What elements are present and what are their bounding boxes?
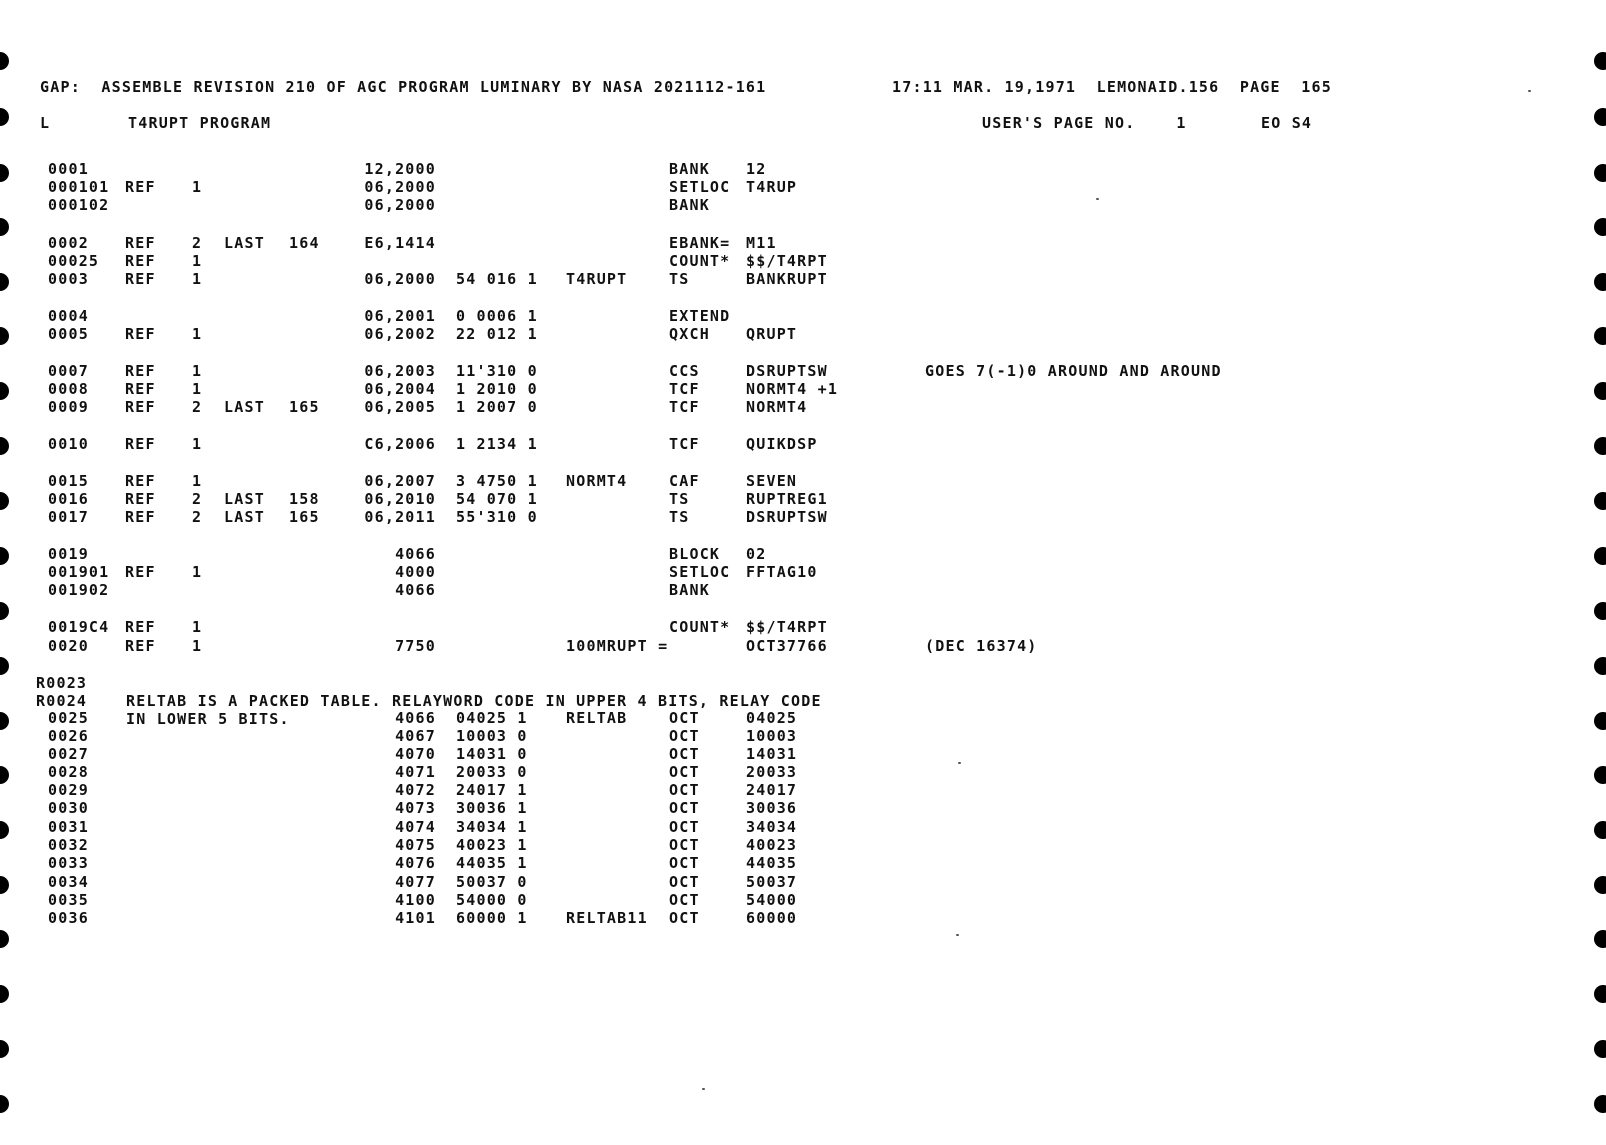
- cell-op: TCF: [669, 380, 700, 398]
- header-assembly-info: GAP: ASSEMBLE REVISION 210 OF AGC PROGRAM LUMINARY BY NASA 2021112-161: [40, 78, 767, 96]
- cell-op: CCS: [669, 362, 700, 380]
- listing-row: [0, 472, 1606, 490]
- cell-line: 0027: [48, 745, 89, 763]
- cell-word: 1 2134 1: [456, 435, 538, 453]
- cell-line: 0036: [48, 909, 89, 927]
- cell-line: 0010: [48, 435, 89, 453]
- cell-line: 0003: [48, 270, 89, 288]
- cell-addr: 4101: [395, 909, 436, 927]
- cell-word: 20033 0: [456, 763, 528, 781]
- cell-ref: REF: [125, 508, 156, 526]
- cell-addr: 12,2000: [364, 160, 436, 178]
- cell-addr: 4075: [395, 836, 436, 854]
- listing-row: [0, 818, 1606, 836]
- listing-row: [0, 234, 1606, 252]
- listing-row: [0, 836, 1606, 854]
- cell-op: BLOCK: [669, 545, 721, 563]
- cell-line: 0001: [48, 160, 89, 178]
- cell-op: BANK: [669, 160, 710, 178]
- listing-row: [0, 873, 1606, 891]
- cell-addr: 4066: [395, 581, 436, 599]
- cell-line: 0002: [48, 234, 89, 252]
- cell-ref: REF: [125, 563, 156, 581]
- cell-word: 30036 1: [456, 799, 528, 817]
- listing-row: [0, 380, 1606, 398]
- cell-lastn: 158: [289, 490, 320, 508]
- cell-operand: 40023: [746, 836, 798, 854]
- cell-op: OCT: [669, 709, 700, 727]
- cell-line: 0008: [48, 380, 89, 398]
- listing-row: [0, 909, 1606, 927]
- cell-comment: (DEC 16374): [925, 637, 1038, 655]
- tractor-hole: [1594, 930, 1606, 948]
- cell-refn: 2: [192, 490, 203, 508]
- cell-line: 0009: [48, 398, 89, 416]
- cell-line: 0028: [48, 763, 89, 781]
- cell-op: OCT: [669, 909, 700, 927]
- cell-operand: 04025: [746, 709, 798, 727]
- cell-line: 0031: [48, 818, 89, 836]
- listing-row: [0, 435, 1606, 453]
- remark-number: R0024: [36, 692, 88, 710]
- listing-row: [0, 196, 1606, 214]
- listing-row: [0, 252, 1606, 270]
- cell-word: 54000 0: [456, 891, 528, 909]
- cell-operand: FFTAG10: [746, 563, 818, 581]
- cell-word: 24017 1: [456, 781, 528, 799]
- tractor-hole: [0, 1040, 9, 1058]
- cell-op: SETLOC: [669, 563, 731, 581]
- cell-line: 000102: [48, 196, 110, 214]
- cell-line: 0004: [48, 307, 89, 325]
- cell-operand: DSRUPTSW: [746, 362, 828, 380]
- remark-number: R0023: [36, 674, 88, 692]
- cell-operand: 10003: [746, 727, 798, 745]
- cell-op: BANK: [669, 581, 710, 599]
- cell-addr: 06,2001: [364, 307, 436, 325]
- tractor-hole: [0, 52, 9, 70]
- cell-op: OCT: [669, 818, 700, 836]
- cell-op: OCT: [669, 873, 700, 891]
- tractor-hole: [0, 108, 9, 126]
- cell-word: 60000 1: [456, 909, 528, 927]
- cell-addr: 06,2003: [364, 362, 436, 380]
- listing-row: [0, 270, 1606, 288]
- paper-speck: [1528, 90, 1531, 92]
- cell-op: QXCH: [669, 325, 710, 343]
- cell-op: OCT: [669, 727, 700, 745]
- cell-label: T4RUPT: [566, 270, 628, 288]
- cell-line: 0034: [48, 873, 89, 891]
- cell-op: OCT: [669, 763, 700, 781]
- cell-addr: C6,2006: [364, 435, 436, 453]
- cell-addr: 4072: [395, 781, 436, 799]
- cell-word: 14031 0: [456, 745, 528, 763]
- cell-line: 0026: [48, 727, 89, 745]
- listing-row: [0, 362, 1606, 380]
- cell-ref: REF: [125, 637, 156, 655]
- cell-line: 0007: [48, 362, 89, 380]
- cell-word: 54 070 1: [456, 490, 538, 508]
- cell-addr: 4100: [395, 891, 436, 909]
- cell-ref: REF: [125, 234, 156, 252]
- cell-addr: 4066: [395, 709, 436, 727]
- cell-operand: T4RUP: [746, 178, 798, 196]
- cell-refn: 1: [192, 325, 203, 343]
- tractor-hole: [0, 657, 9, 675]
- listing-row: [0, 178, 1606, 196]
- cell-refn: 1: [192, 178, 203, 196]
- cell-operand: OCT37766: [746, 637, 828, 655]
- cell-word: 44035 1: [456, 854, 528, 872]
- cell-word: 1 2007 0: [456, 398, 538, 416]
- cell-operand: $$/T4RPT: [746, 618, 828, 636]
- tractor-hole: [1594, 657, 1606, 675]
- cell-operand: 34034: [746, 818, 798, 836]
- cell-refn: 1: [192, 252, 203, 270]
- cell-addr: 06,2010: [364, 490, 436, 508]
- cell-addr: 06,2007: [364, 472, 436, 490]
- cell-operand: M11: [746, 234, 777, 252]
- cell-op: COUNT*: [669, 252, 731, 270]
- cell-refn: 2: [192, 508, 203, 526]
- cell-addr: 06,2004: [364, 380, 436, 398]
- cell-op: OCT: [669, 745, 700, 763]
- listing-row: [0, 581, 1606, 599]
- cell-operand: 20033: [746, 763, 798, 781]
- listing-row: [0, 745, 1606, 763]
- cell-ref: REF: [125, 325, 156, 343]
- cell-label: RELTAB: [566, 709, 628, 727]
- cell-refn: 1: [192, 563, 203, 581]
- listing-row: [0, 325, 1606, 343]
- listing-row: [0, 160, 1606, 178]
- cell-refn: 1: [192, 270, 203, 288]
- cell-op: EXTEND: [669, 307, 731, 325]
- tractor-hole: [0, 930, 9, 948]
- cell-operand: SEVEN: [746, 472, 798, 490]
- cell-word: 3 4750 1: [456, 472, 538, 490]
- cell-label: RELTAB11: [566, 909, 648, 927]
- cell-addr: 4067: [395, 727, 436, 745]
- tractor-hole: [1594, 1040, 1606, 1058]
- cell-ref: REF: [125, 490, 156, 508]
- cell-operand: 12: [746, 160, 767, 178]
- cell-line: 001902: [48, 581, 110, 599]
- cell-line: 0005: [48, 325, 89, 343]
- cell-word: 10003 0: [456, 727, 528, 745]
- cell-operand: QRUPT: [746, 325, 798, 343]
- cell-word: 50037 0: [456, 873, 528, 891]
- remark-line: [36, 674, 290, 746]
- cell-addr: 4070: [395, 745, 436, 763]
- cell-last: LAST: [224, 508, 265, 526]
- cell-refn: 1: [192, 362, 203, 380]
- remark-text: IN LOWER 5 BITS.: [126, 710, 290, 728]
- cell-addr: 06,2000: [364, 196, 436, 214]
- cell-lastn: 164: [289, 234, 320, 252]
- listing-row: [0, 891, 1606, 909]
- cell-ref: REF: [125, 252, 156, 270]
- cell-ref: REF: [125, 380, 156, 398]
- cell-comment: GOES 7(-1)0 AROUND AND AROUND: [925, 362, 1222, 380]
- cell-line: 0032: [48, 836, 89, 854]
- tractor-hole: [0, 985, 9, 1003]
- cell-ref: REF: [125, 178, 156, 196]
- cell-ref: REF: [125, 472, 156, 490]
- cell-op: OCT: [669, 836, 700, 854]
- cell-refn: 1: [192, 380, 203, 398]
- listing-row: [0, 398, 1606, 416]
- cell-word: 04025 1: [456, 709, 528, 727]
- listing-row: [0, 563, 1606, 581]
- cell-ref: REF: [125, 362, 156, 380]
- cell-word: 22 012 1: [456, 325, 538, 343]
- listing-row: [0, 799, 1606, 817]
- cell-addr: E6,1414: [364, 234, 436, 252]
- paper-speck: [702, 1088, 705, 1090]
- cell-op: CAF: [669, 472, 700, 490]
- cell-operand: QUIKDSP: [746, 435, 818, 453]
- listing-row: [0, 854, 1606, 872]
- cell-addr: 06,2000: [364, 178, 436, 196]
- cell-refn: 2: [192, 234, 203, 252]
- cell-operand: DSRUPTSW: [746, 508, 828, 526]
- cell-line: 0016: [48, 490, 89, 508]
- tractor-hole: [1594, 52, 1606, 70]
- cell-line: 0017: [48, 508, 89, 526]
- cell-op: OCT: [669, 781, 700, 799]
- cell-last: LAST: [224, 234, 265, 252]
- cell-op: COUNT*: [669, 618, 731, 636]
- cell-line: 0015: [48, 472, 89, 490]
- cell-word: 1 2010 0: [456, 380, 538, 398]
- cell-word: 54 016 1: [456, 270, 538, 288]
- cell-refn: 1: [192, 472, 203, 490]
- cell-operand: 24017: [746, 781, 798, 799]
- cell-word: 40023 1: [456, 836, 528, 854]
- cell-line: 0033: [48, 854, 89, 872]
- cell-op: OCT: [669, 799, 700, 817]
- listing-row: [0, 490, 1606, 508]
- cell-lastn: 165: [289, 508, 320, 526]
- cell-op: TS: [669, 270, 690, 288]
- cell-operand: 60000: [746, 909, 798, 927]
- cell-line: 0029: [48, 781, 89, 799]
- cell-ref: REF: [125, 435, 156, 453]
- cell-op: OCT: [669, 854, 700, 872]
- cell-operand: 14031: [746, 745, 798, 763]
- listing-row: [0, 545, 1606, 563]
- cell-operand: 30036: [746, 799, 798, 817]
- cell-word: 0 0006 1: [456, 307, 538, 325]
- cell-addr: 4071: [395, 763, 436, 781]
- listing-row: [0, 637, 1606, 655]
- cell-operand: 44035: [746, 854, 798, 872]
- cell-line: 000101: [48, 178, 110, 196]
- listing-row: [0, 618, 1606, 636]
- cell-label: 100MRUPT =: [566, 637, 669, 655]
- paper-speck: [956, 934, 959, 936]
- cell-refn: 1: [192, 618, 203, 636]
- tractor-hole: [1594, 985, 1606, 1003]
- cell-line: 0025: [48, 709, 89, 727]
- cell-addr: 4073: [395, 799, 436, 817]
- cell-last: LAST: [224, 490, 265, 508]
- cell-addr: 06,2011: [364, 508, 436, 526]
- cell-addr: 4076: [395, 854, 436, 872]
- listing-row: [0, 763, 1606, 781]
- cell-label: NORMT4: [566, 472, 628, 490]
- cell-word: 34034 1: [456, 818, 528, 836]
- cell-addr: 06,2002: [364, 325, 436, 343]
- remark-text: RELTAB IS A PACKED TABLE. RELAYWORD CODE IN UPPER 4 BITS, RELAY CODE: [126, 692, 822, 710]
- cell-line: 001901: [48, 563, 110, 581]
- cell-op: TS: [669, 490, 690, 508]
- cell-op: SETLOC: [669, 178, 731, 196]
- cell-operand: $$/T4RPT: [746, 252, 828, 270]
- paper-speck: [958, 762, 961, 764]
- tractor-hole: [1594, 108, 1606, 126]
- cell-line: 00025: [48, 252, 100, 270]
- header-code: EO S4: [1261, 114, 1313, 132]
- cell-operand: RUPTREG1: [746, 490, 828, 508]
- header-program-title: T4RUPT PROGRAM: [128, 114, 272, 132]
- cell-addr: 06,2000: [364, 270, 436, 288]
- cell-ref: REF: [125, 270, 156, 288]
- cell-refn: 2: [192, 398, 203, 416]
- cell-line: 0020: [48, 637, 89, 655]
- cell-ref: REF: [125, 398, 156, 416]
- cell-op: TCF: [669, 435, 700, 453]
- cell-addr: 06,2005: [364, 398, 436, 416]
- listing-row: [0, 727, 1606, 745]
- cell-line: 0030: [48, 799, 89, 817]
- cell-addr: 4066: [395, 545, 436, 563]
- header-user-page: USER'S PAGE NO. 1: [982, 114, 1187, 132]
- tractor-hole: [1594, 1095, 1606, 1113]
- cell-ref: REF: [125, 618, 156, 636]
- header-listing-flag: L: [40, 114, 51, 132]
- cell-line: 0019C4: [48, 618, 110, 636]
- cell-operand: 02: [746, 545, 767, 563]
- cell-refn: 1: [192, 637, 203, 655]
- header-date-page: 17:11 MAR. 19,1971 LEMONAID.156 PAGE 165: [892, 78, 1332, 96]
- cell-op: EBANK=: [669, 234, 731, 252]
- cell-op: TCF: [669, 398, 700, 416]
- paper-speck: [1096, 198, 1099, 200]
- cell-word: 55'310 0: [456, 508, 538, 526]
- cell-operand: 50037: [746, 873, 798, 891]
- cell-addr: 4000: [395, 563, 436, 581]
- cell-op: BANK: [669, 196, 710, 214]
- cell-op: OCT: [669, 891, 700, 909]
- listing-row: [0, 307, 1606, 325]
- listing-row: [0, 508, 1606, 526]
- cell-op: TS: [669, 508, 690, 526]
- cell-line: 0035: [48, 891, 89, 909]
- cell-addr: 4077: [395, 873, 436, 891]
- cell-line: 0019: [48, 545, 89, 563]
- cell-operand: NORMT4: [746, 398, 808, 416]
- cell-lastn: 165: [289, 398, 320, 416]
- cell-addr: 7750: [395, 637, 436, 655]
- cell-operand: NORMT4 +1: [746, 380, 839, 398]
- cell-refn: 1: [192, 435, 203, 453]
- cell-last: LAST: [224, 398, 265, 416]
- cell-word: 11'310 0: [456, 362, 538, 380]
- tractor-hole: [0, 1095, 9, 1113]
- cell-operand: 54000: [746, 891, 798, 909]
- listing-row: [0, 781, 1606, 799]
- cell-addr: 4074: [395, 818, 436, 836]
- cell-operand: BANKRUPT: [746, 270, 828, 288]
